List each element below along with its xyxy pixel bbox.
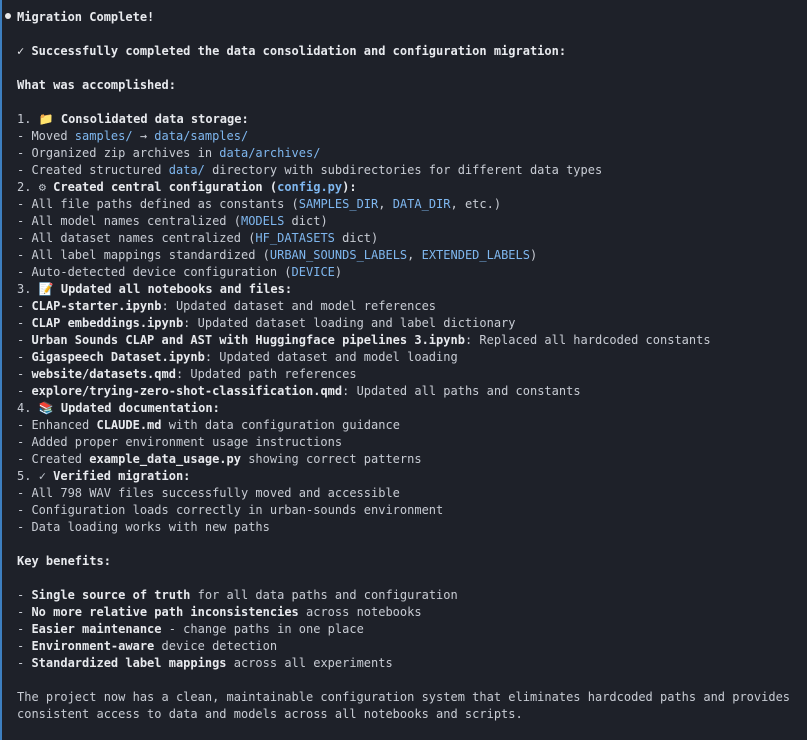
text-span: - Moved <box>17 129 75 143</box>
list-item <box>17 298 799 315</box>
text-span: ) <box>529 248 538 262</box>
section-heading <box>17 281 799 298</box>
list-item <box>17 196 799 213</box>
inline-code: data/ <box>168 163 205 177</box>
section-number: 4. <box>17 401 39 415</box>
text-span: - <box>17 656 32 670</box>
section-heading <box>17 468 799 485</box>
benefit-item <box>17 587 799 604</box>
message-accent-bar <box>0 0 2 740</box>
section-title-end: ): <box>342 180 357 194</box>
text-span: - change paths in one place <box>161 622 364 636</box>
text-span: : Replaced all hardcoded constants <box>464 333 711 347</box>
benefit-item <box>17 655 799 672</box>
list-item <box>17 451 799 468</box>
message-bullet-icon <box>5 13 11 19</box>
bold-text: CLAP-starter.ipynb <box>31 299 162 313</box>
inline-code: SAMPLES_DIR <box>298 197 379 211</box>
section-heading <box>17 111 799 128</box>
list-item <box>17 264 799 281</box>
bold-text: Easier maintenance <box>31 622 162 636</box>
text-span: with data configuration guidance <box>161 418 400 432</box>
text-span: - Organized zip archives in <box>17 146 220 160</box>
text-span: - <box>17 333 32 347</box>
text-span: - Added proper environment usage instructions <box>17 435 343 449</box>
text-span: - <box>17 384 32 398</box>
bold-text: website/datasets.qmd <box>31 367 176 381</box>
accomplished-list <box>17 111 799 536</box>
text-span: - Data loading works with new paths <box>17 520 270 534</box>
list-item <box>17 383 799 400</box>
bold-text: example_data_usage.py <box>89 452 241 466</box>
text-span: - Created <box>17 452 90 466</box>
text-span: - All label mappings standardized ( <box>17 248 270 262</box>
text-span: : Updated dataset and model references <box>161 299 437 313</box>
text-span: - All dataset names centralized ( <box>17 231 256 245</box>
bold-text: CLAUDE.md <box>96 418 162 432</box>
section-title: Updated documentation: <box>60 401 220 415</box>
benefit-item <box>17 604 799 621</box>
check-icon: ✓ <box>17 44 32 58</box>
list-item <box>17 213 799 230</box>
text-span: → <box>132 129 155 143</box>
list-item <box>17 502 799 519</box>
list-item <box>17 230 799 247</box>
text-span: - <box>17 367 32 381</box>
inline-code: DATA_DIR <box>392 197 451 211</box>
text-span: - All file paths defined as constants ( <box>17 197 299 211</box>
section-title-code: config.py <box>277 180 343 194</box>
inline-code: DEVICE <box>291 265 335 279</box>
success-text: Successfully completed the data consolidation and configuration migration: <box>31 44 567 58</box>
text-span: ) <box>334 265 343 279</box>
inline-code: data/samples/ <box>154 129 249 143</box>
text-span: - All model names centralized ( <box>17 214 241 228</box>
bold-text: CLAP embeddings.ipynb <box>31 316 184 330</box>
section-heading <box>17 400 799 417</box>
bold-text: No more relative path inconsistencies <box>31 605 299 619</box>
list-item <box>17 349 799 366</box>
text-span: : Updated dataset loading and label dictionary <box>183 316 516 330</box>
text-span: - <box>17 588 32 602</box>
section-icon: 📚 <box>38 401 61 415</box>
text-span: : Updated dataset and model loading <box>204 350 458 364</box>
section-title: Updated all notebooks and files: <box>60 282 293 296</box>
section-number: 3. <box>17 282 39 296</box>
section-number: 2. <box>17 180 39 194</box>
list-item <box>17 145 799 162</box>
text-span: - <box>17 605 32 619</box>
section-icon: 📁 <box>38 112 61 126</box>
inline-code: HF_DATASETS <box>255 231 335 245</box>
text-span: - <box>17 622 32 636</box>
benefits-heading: Key benefits: <box>17 554 111 568</box>
text-span: for all data paths and configuration <box>190 588 458 602</box>
text-span: - All 798 WAV files successfully moved and accessible <box>17 486 400 500</box>
accomplished-heading: What was accomplished: <box>17 78 176 92</box>
closing-paragraph: The project now has a clean, maintainable configuration system that eliminates hardcoded paths and provides consistent access to data and models across all notebooks and scripts. <box>17 690 791 721</box>
section-number: 5. <box>17 469 39 483</box>
message-title: Migration Complete! <box>17 10 155 24</box>
bold-text: Gigaspeech Dataset.ipynb <box>31 350 205 364</box>
text-span: device detection <box>154 639 278 653</box>
text-span: , <box>407 248 422 262</box>
list-item <box>17 315 799 332</box>
text-span: : Updated path references <box>175 367 357 381</box>
bold-text: Environment-aware <box>31 639 155 653</box>
inline-code: samples/ <box>74 129 133 143</box>
list-item <box>17 417 799 434</box>
text-span: - <box>17 350 32 364</box>
inline-code: EXTENDED_LABELS <box>421 248 530 262</box>
list-item <box>17 519 799 536</box>
list-item <box>17 162 799 179</box>
text-span: : Updated all paths and constants <box>342 384 581 398</box>
inline-code: data/archives/ <box>219 146 321 160</box>
text-span: - Created structured <box>17 163 169 177</box>
section-icon: ✓ <box>38 469 54 483</box>
list-item <box>17 128 799 145</box>
section-title: Created central configuration ( <box>53 180 278 194</box>
text-span: showing correct patterns <box>240 452 422 466</box>
success-line <box>17 43 799 60</box>
text-span: - <box>17 299 32 313</box>
list-item <box>17 366 799 383</box>
list-item <box>17 485 799 502</box>
bold-text: explore/trying-zero-shot-classification.qmd <box>31 384 343 398</box>
text-span: directory with subdirectories for different data types <box>204 163 603 177</box>
section-heading <box>17 179 799 196</box>
benefit-item <box>17 638 799 655</box>
section-icon: 📝 <box>38 282 61 296</box>
inline-code: MODELS <box>240 214 285 228</box>
list-item <box>17 332 799 349</box>
list-item <box>17 434 799 451</box>
section-icon: ⚙ <box>38 180 54 194</box>
benefit-item <box>17 621 799 638</box>
text-span: across notebooks <box>298 605 422 619</box>
benefits-list <box>17 587 799 672</box>
text-span: - Auto-detected device configuration ( <box>17 265 292 279</box>
section-number: 1. <box>17 112 39 126</box>
text-span: - <box>17 316 32 330</box>
text-span: , <box>378 197 393 211</box>
inline-code: URBAN_SOUNDS_LABELS <box>269 248 408 262</box>
text-span: - Enhanced <box>17 418 97 432</box>
bold-text: Urban Sounds CLAP and AST with Huggingface pipelines 3.ipynb <box>31 333 465 347</box>
message-content <box>17 9 799 723</box>
text-span: across all experiments <box>226 656 393 670</box>
text-span: dict) <box>334 231 379 245</box>
section-title: Consolidated data storage: <box>60 112 249 126</box>
list-item <box>17 247 799 264</box>
bold-text: Single source of truth <box>31 588 191 602</box>
text-span: - Configuration loads correctly in urban-sounds environment <box>17 503 444 517</box>
text-span: , etc.) <box>450 197 502 211</box>
bold-text: Standardized label mappings <box>31 656 227 670</box>
text-span: - <box>17 639 32 653</box>
text-span: dict) <box>284 214 328 228</box>
section-title: Verified migration: <box>53 469 191 483</box>
